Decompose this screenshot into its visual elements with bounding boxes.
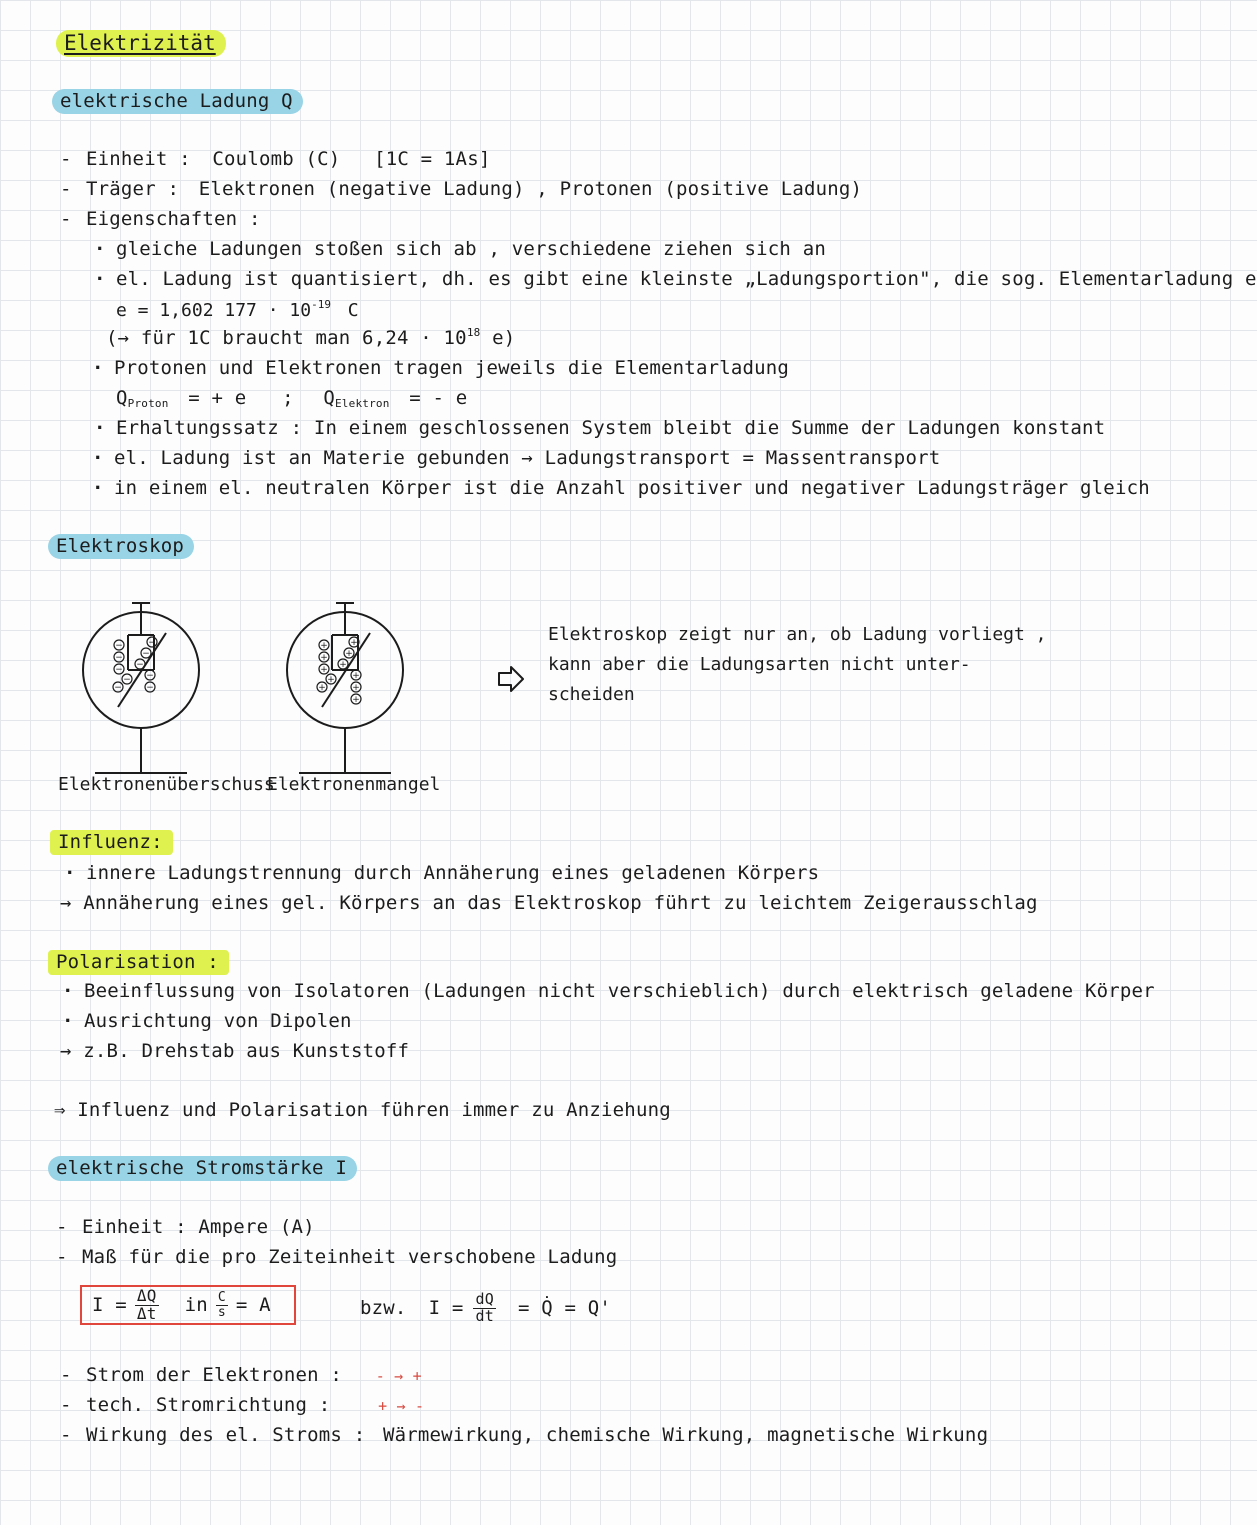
svg-text:−: − (123, 675, 131, 685)
formula-fraction (135, 1285, 159, 1323)
formula-box (80, 1285, 296, 1325)
elektroskop-right (287, 603, 403, 773)
wirkung-label: Wirkung des el. Stroms : (86, 1424, 366, 1446)
ladung-eigenschaften: - Eigenschaften : (86, 208, 261, 230)
elektroskop-diagram (70, 595, 430, 785)
svg-text:+: + (352, 671, 360, 681)
polarisation-line-2: · Ausrichtung von Dipolen (84, 1010, 352, 1032)
label-elektronenmangel: Elektronenmangel (267, 774, 441, 795)
q-elektron: Q (323, 387, 335, 409)
svg-text:−: − (146, 671, 154, 681)
svg-text:+: + (320, 641, 328, 651)
strom-tech (86, 1394, 424, 1416)
elementarladung-value (116, 298, 359, 321)
einheit-bracket: [1C = 1As] (374, 148, 491, 170)
strom-elektronen (86, 1364, 422, 1386)
svg-text:+: + (350, 638, 358, 648)
einheit-value: Coulomb (C) (212, 148, 341, 170)
heading-stromstaerke: elektrische Stromstärke I (48, 1156, 357, 1181)
e-unit: C (347, 300, 359, 321)
formula2-fraction (473, 1292, 495, 1325)
svg-text:−: − (136, 660, 144, 670)
elektroskop-note-1: Elektroskop zeigt nur an, ob Ladung vorliegt , (548, 624, 1047, 645)
elektroskop-note-3: scheiden (548, 684, 635, 705)
q-proton-sub: Proton (127, 397, 169, 410)
ladung-traeger (86, 178, 862, 200)
polarisation-line-1: · Beeinflussung von Isolatoren (Ladungen nicht verschieblich) durch elektrisch geladene Körper (84, 980, 1155, 1002)
ladung-einheit (86, 148, 490, 170)
arrow-right-icon (496, 664, 526, 694)
polarisation-line-3: → z.B. Drehstab aus Kunststoff (60, 1040, 410, 1062)
q-elektron-val: = - e (409, 387, 468, 409)
svg-text:+: + (352, 695, 360, 705)
formula-i: I = (92, 1294, 127, 1316)
formula-in: in (184, 1294, 208, 1316)
svg-text:−: − (115, 653, 123, 663)
formula2-den: dt (475, 1306, 494, 1325)
unit-num: C (217, 1289, 226, 1305)
formula-unit-fraction (216, 1291, 228, 1319)
fazit-line: ⇒ Influenz und Polarisation führen immer zu Anziehung (54, 1099, 671, 1121)
heading-ladung: elektrische Ladung Q (52, 89, 303, 114)
influenz-line-1: · innere Ladungstrennung durch Annäherung eines geladenen Körpers (86, 862, 819, 884)
formula2-i: I = (428, 1297, 464, 1320)
influenz-line-2: → Annäherung eines gel. Körpers an das Elektroskop führt zu leichtem Zeigerausschlag (60, 892, 1038, 914)
svg-text:−: − (114, 683, 122, 693)
svg-text:−: − (146, 683, 154, 693)
label-elektronenueberschuss: Elektronenüberschuss (58, 774, 275, 795)
heading-elektroskop: Elektroskop (48, 534, 194, 559)
traeger-value: Elektronen (negative Ladung) , Protonen (positive Ladung) (198, 178, 863, 200)
eigenschaft-3: · Protonen und Elektronen tragen jeweils die Elementarladung (114, 357, 789, 379)
note-exp: 18 (466, 326, 481, 339)
elementarladung-note (106, 326, 515, 349)
traeger-label: Träger : (86, 178, 180, 200)
wirkung-value: Wärmewirkung, chemische Wirkung, magnetische Wirkung (382, 1424, 989, 1446)
svg-text:−: − (115, 641, 123, 651)
eigenschaft-6: · in einem el. neutralen Körper ist die Anzahl positiver und negativer Ladungsträger gleich (114, 477, 1150, 499)
page-title: Elektrizität (56, 30, 226, 57)
note-end: e) (492, 327, 516, 349)
heading-influenz: Influenz: (50, 830, 173, 855)
svg-text:−: − (148, 638, 156, 648)
svg-text:−: − (115, 665, 123, 675)
formula-derivative (360, 1292, 611, 1325)
elektroskop-note-2: kann aber die Ladungsarten nicht unter- (548, 654, 971, 675)
svg-text:+: + (320, 665, 328, 675)
strom-wirkung (86, 1424, 988, 1446)
formula-num: ΔQ (136, 1285, 157, 1305)
e-base: e = 1,602 177 · 10 (116, 300, 312, 321)
svg-text:+: + (327, 675, 335, 685)
note-base: (→ für 1C braucht man 6,24 · 10 (106, 327, 467, 349)
eigenschaft-1: · gleiche Ladungen stoßen sich ab , verschiedene ziehen sich an (116, 238, 826, 260)
tech-direction: + → - (378, 1397, 425, 1415)
eigenschaft-5: · el. Ladung ist an Materie gebunden → Ladungstransport = Massentransport (114, 447, 940, 469)
svg-text:+: + (318, 683, 326, 693)
eigenschaft-2: · el. Ladung ist quantisiert, dh. es gibt eine kleinste „Ladungsportion", die sog. Elementarladung e (116, 268, 1257, 290)
svg-text:+: + (339, 660, 347, 670)
q-elektron-sub: Elektron (334, 397, 390, 410)
plus-signs (318, 638, 360, 705)
formula2-rest: = Q̇ = Q' (517, 1297, 612, 1320)
separator: ; (282, 387, 294, 409)
eigenschaft-4: · Erhaltungssatz : In einem geschlossenen System bleibt die Summe der Ladungen konstant (116, 417, 1105, 439)
unit-den: s (217, 1304, 226, 1320)
heading-polarisation: Polarisation : (48, 950, 229, 975)
formula-den: Δt (136, 1303, 157, 1323)
strom-einheit: - Einheit : Ampere (A) (82, 1216, 315, 1238)
elementarladung-formeln (116, 387, 467, 410)
tech-label: tech. Stromrichtung : (86, 1394, 331, 1416)
elektroskop-left (83, 603, 199, 773)
elektronen-label: Strom der Elektronen : (86, 1364, 343, 1386)
strom-mass: - Maß für die pro Zeiteinheit verschobene Ladung (82, 1246, 617, 1268)
q-proton-val: = + e (188, 387, 247, 409)
svg-text:+: + (320, 653, 328, 663)
elektronen-direction: - → + (375, 1367, 422, 1385)
q-proton: Q (116, 387, 128, 409)
einheit-label: Einheit : (86, 148, 191, 170)
formula-unit-eq: = A (235, 1294, 271, 1316)
e-exp: -19 (311, 298, 331, 311)
svg-text:−: − (142, 649, 150, 659)
svg-text:+: + (345, 649, 353, 659)
formula2-num: dQ (475, 1290, 494, 1308)
svg-text:+: + (352, 683, 360, 693)
bzw-label: bzw. (360, 1297, 407, 1320)
